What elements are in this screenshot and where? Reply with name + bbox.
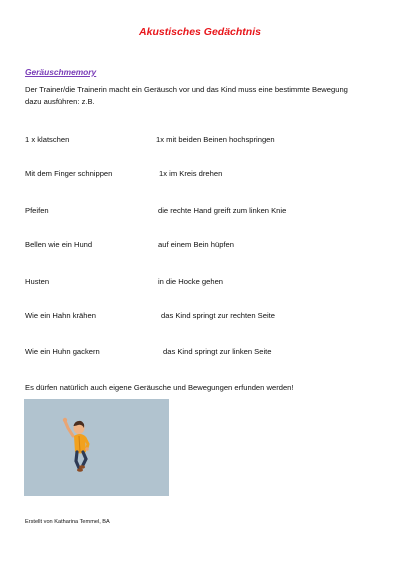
jumping-cartoon-child-icon bbox=[24, 399, 169, 496]
movement-text: das Kind springt zur linken Seite bbox=[163, 347, 272, 356]
exercise-row bbox=[25, 276, 385, 288]
exercise-row bbox=[25, 168, 385, 180]
exercise-row bbox=[25, 205, 385, 217]
sound-text: Pfeifen bbox=[25, 206, 49, 215]
illustration-image bbox=[24, 399, 169, 496]
section-heading: Geräuschmemory bbox=[25, 67, 97, 77]
movement-text: auf einem Bein hüpfen bbox=[158, 240, 234, 249]
page-title: Akustisches Gedächtnis bbox=[139, 26, 261, 38]
author-credit: Erstellt von Katharina Temmel, BA bbox=[25, 519, 110, 525]
movement-text: in die Hocke gehen bbox=[158, 277, 224, 286]
sound-text: Mit dem Finger schnippen bbox=[25, 169, 113, 178]
sound-text: Wie ein Huhn gackern bbox=[25, 347, 100, 356]
exercise-row bbox=[25, 346, 385, 358]
closing-note: Es dürfen natürlich auch eigene Geräusche und Bewegungen erfunden werden! bbox=[25, 383, 294, 392]
exercise-row bbox=[25, 239, 385, 251]
intro-paragraph: Der Trainer/die Trainerin macht ein Geräusch vor und das Kind muss eine bestimmte Bewegung dazu ausführen: z.B. bbox=[25, 85, 348, 106]
movement-text: 1x im Kreis drehen bbox=[159, 169, 223, 178]
movement-text: 1x mit beiden Beinen hochspringen bbox=[156, 135, 275, 144]
movement-text: die rechte Hand greift zum linken Knie bbox=[158, 206, 287, 215]
sound-text: Bellen wie ein Hund bbox=[25, 240, 93, 249]
sound-text: 1 x klatschen bbox=[25, 135, 70, 144]
exercise-row bbox=[25, 310, 385, 322]
sound-text: Husten bbox=[25, 277, 50, 286]
movement-text: das Kind springt zur rechten Seite bbox=[161, 311, 275, 320]
exercise-row bbox=[25, 134, 385, 146]
sound-text: Wie ein Hahn krähen bbox=[25, 311, 96, 320]
